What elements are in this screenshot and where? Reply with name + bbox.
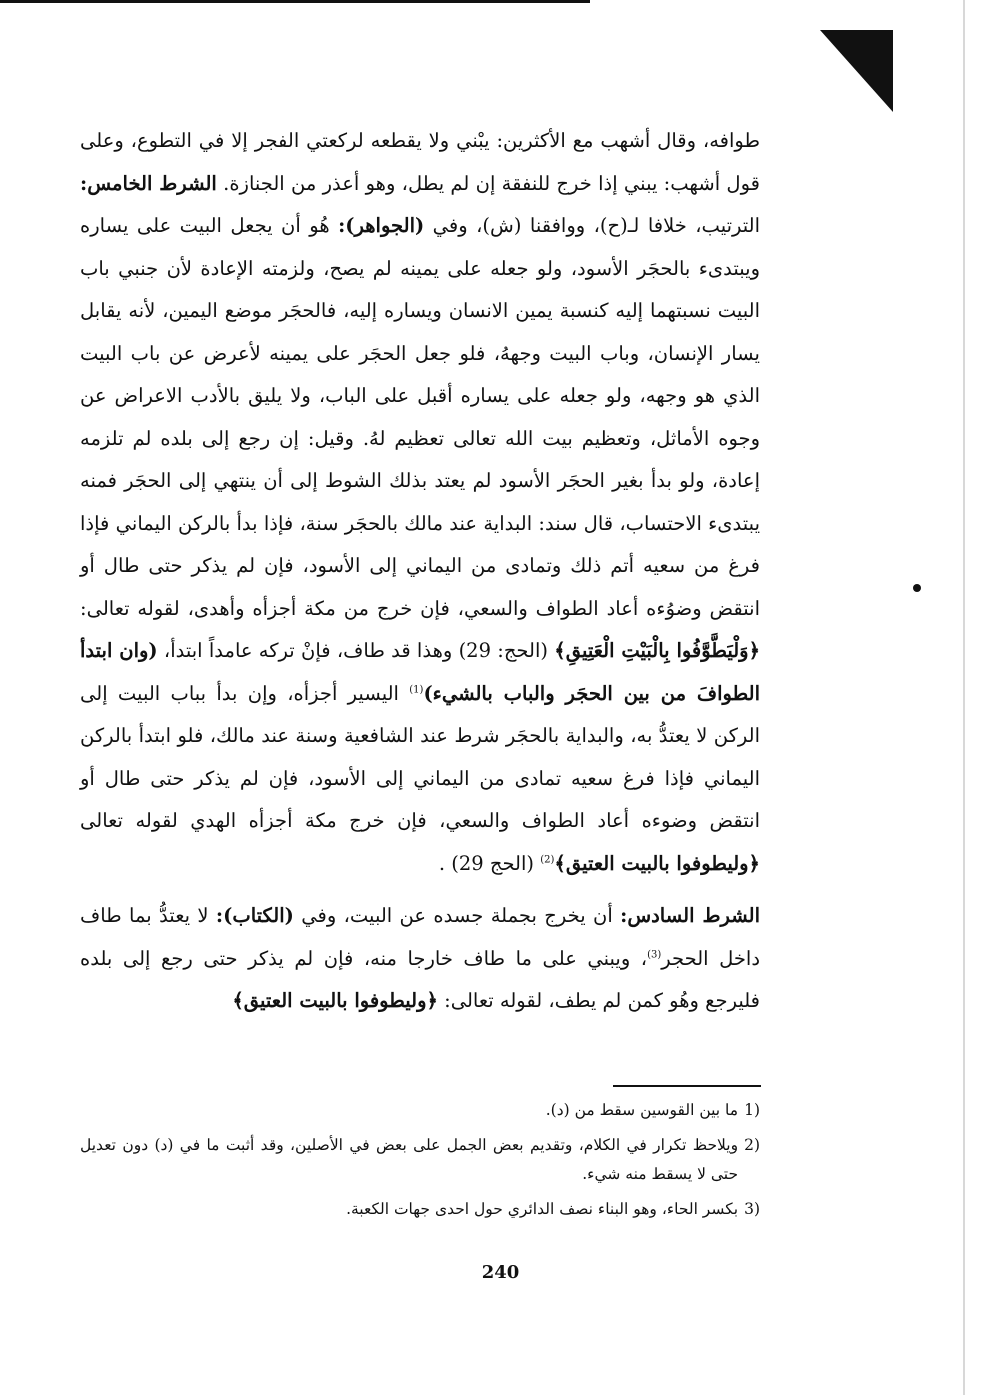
text-run: لا يعتدُّ بما طاف داخل الحجر	[80, 904, 761, 970]
text-run: (الحج 29) .	[438, 851, 541, 875]
bold-run: ﴿وَلْيَطَّوَّفُوا بِالْبَيْتِ الْعَتِيقِ﴾	[554, 639, 760, 662]
footnote-separator	[613, 1085, 761, 1087]
text-run: اليسير أجزأه، وإن بدأ بباب البيت إلى الركن لا يعتدُّ به، والبداية بالحجَر شرط عند الشافعية وسنة عند مالك، فلو ابتدأ بالركن اليماني فإذا فرغ سعيه تمادى من اليماني إلى الأسود، فإن لم يذكر حتى طال أو انتقض وضوءه أعاد الطواف والسعي، فإن خرج مكة أجزأه الهدي لقوله تعالى	[80, 681, 760, 832]
footnote-item	[80, 1195, 760, 1224]
footnote-text: ما بين القوسين سقط من (د).	[545, 1101, 739, 1119]
bold-run: ﴿وليطوفوا بالبيت العتيق﴾	[554, 851, 760, 875]
bold-run: ﴿وليطوفوا بالبيت العتيق﴾	[232, 989, 438, 1012]
text-run: هُو أن يجعل البيت على يساره ويبتدىء بالحجَر الأسود، ولو جعله على يمينه لم يصح، ولزمته الإعادة لأن جنبي باب البيت نسبتهما إليه كنسبة يمين الانسان ويساره إليه، فالحجَر موضع اليمين، لأنه يقابل يسار الإنسان، وباب البيت وجههُ، فلو جعل الحجَر على يمينه لأعرض عن باب البيت الذي هو وجهه، ولو جعله على يساره أقبل على الباب، ولا يليق بالأدب الاعراض عن وجوه الأماثل، وتعظيم بيت الله تعالى تعظيم لهُ. وقيل: إن رجع إلى بلده لم تلزمه إعادة، ولو بدأ بغير الحجَر الأسود لم يعتد بذلك الشوط إلى أن ينتهي إلى الحجَر فمنه يبتدىء الاحتساب، قال سند: البداية عند مالك بالحجَر سنة، فإذا بدأ بالركن اليماني فإذا فرغ من سعيه أتم ذلك وتمادى من اليماني إلى الأسود، فإن لم يذكر حتى طال أو انتقض وضوُءه أعاد الطواف والسعي، فإن خرج من مكة أجزأه وأهدى، لقوله تعالى:	[80, 214, 760, 620]
footnote-item	[80, 1096, 760, 1125]
footnote-text: ويلاحظ تكرار في الكلام، وتقديم بعض الجمل على بعض في الأصلين، وقد أثبت ما في (د) دون تعديل حتى لا يسقط منه شيء.	[80, 1136, 739, 1183]
footnote-ref: (2)	[540, 854, 555, 865]
bold-run: (الكتاب):	[215, 904, 294, 927]
text-run: طوافه، وقال أشهب مع الأكثرين: يبْني ولا يقطعه لركعتي الفجر إلا في التطوع، وعلى قول أشهب: يبني إذا خرج للنفقة إن لم يطل، وهو أعذر من الجنازة.	[80, 129, 760, 195]
bold-run: (الجواهر):	[338, 214, 425, 237]
footnotes	[80, 1096, 760, 1230]
bold-run: الشرط الخامس:	[80, 171, 217, 195]
paragraph-2	[80, 895, 760, 1023]
text-run: أن يخرج بجملة جسده عن البيت، وفي	[293, 904, 621, 927]
footnote-text: بكسر الحاء، وهو البناء نصف الدائري حول احدى جهات الكعبة.	[346, 1200, 739, 1218]
footnote-item	[80, 1131, 760, 1189]
paragraph-1	[80, 120, 760, 885]
scan-edge-line	[963, 0, 965, 1395]
text-run: الترتيب، خلافا لـ(ح)، ووافقنا (ش)، وفي	[424, 214, 761, 237]
footnote-ref: (1)	[409, 684, 424, 695]
footnote-number: 2)	[744, 1136, 760, 1154]
text-run: ، ويبني على ما طاف خارجا منه، فإن لم يذكر حتى رجع إلى بلده فليرجع وهُو كمن لم يطف، لقوله تعالى:	[80, 946, 760, 1012]
page-number: 240	[481, 1262, 520, 1283]
bold-run: الشرط السادس:	[620, 904, 761, 927]
footnote-number: 3)	[744, 1200, 760, 1218]
main-text	[80, 120, 760, 1023]
top-rule	[0, 0, 590, 3]
text-run: (الحج: 29) وهذا قد طاف، فإنْ تركه عامداً ابتدأ،	[157, 639, 555, 662]
footnote-ref: (3)	[647, 949, 662, 960]
corner-triangle-mark	[820, 30, 893, 112]
ink-dot	[913, 584, 921, 592]
bold-run: (وان ابتدأ الطوافَ من بين الحجَر والباب بالشيء)	[80, 639, 760, 705]
footnote-number: 1)	[744, 1101, 760, 1119]
